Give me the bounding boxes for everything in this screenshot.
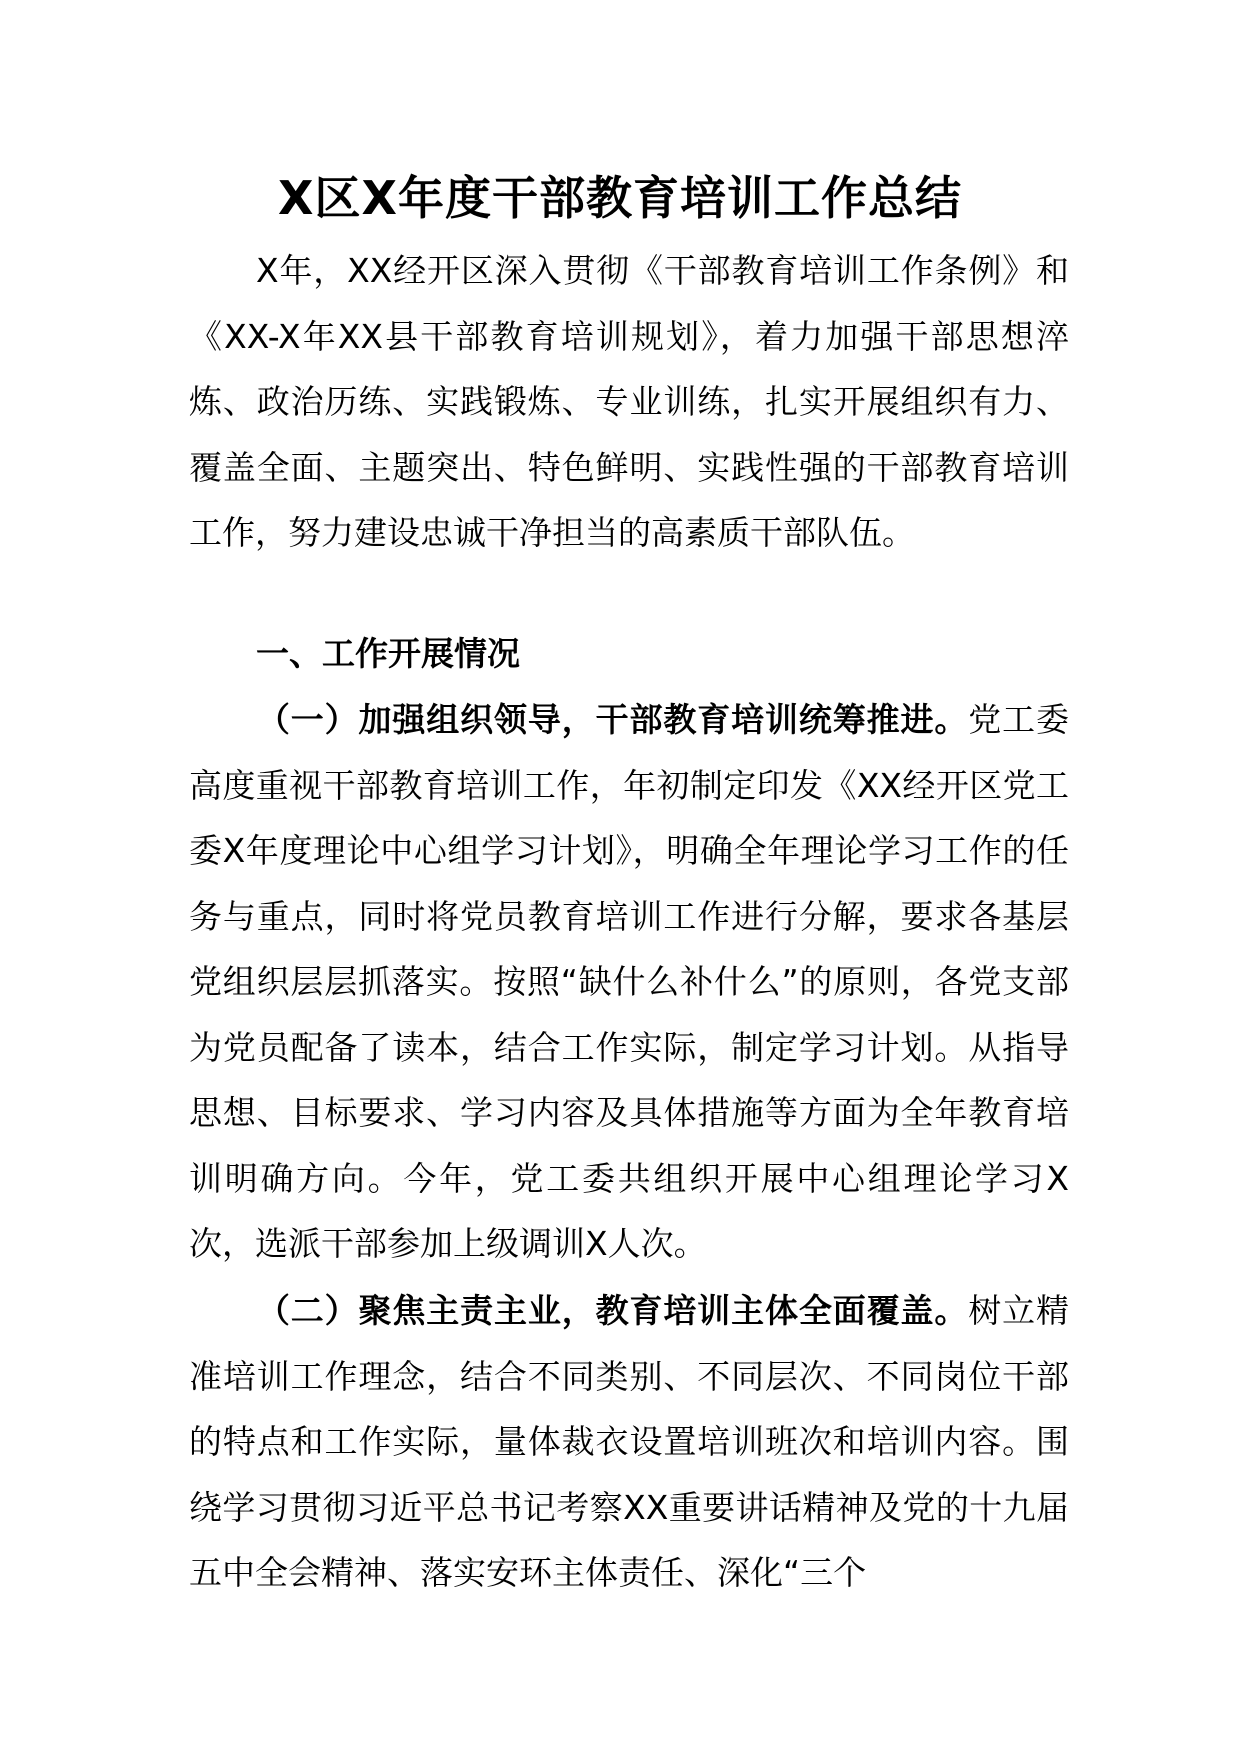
subsection-1-paragraph [189, 687, 1069, 1277]
subsection-2-text: 树立精准培训工作理念，结合不同类别、不同层次、不同岗位干部的特点和工作实际，量体裁衣设置培训班次和培训内容。围绕学习贯彻习近平总书记考察XX重要讲话精神及党的十九届五中全会精神、落实安环主体责任、深化“三个 [189, 1291, 1069, 1592]
subsection-1-heading: （一）加强组织领导，干部教育培训统筹推进。 [256, 700, 969, 739]
subsection-2-heading: （二）聚焦主责主业，教育培训主体全面覆盖。 [256, 1291, 969, 1330]
subsection-1-text: 党工委高度重视干部教育培训工作，年初制定印发《XX经开区党工委X年度理论中心组学习计划》，明确全年理论学习工作的任务与重点，同时将党员教育培训工作进行分解，要求各基层党组织层层抓落实。按照“缺什么补什么”的原则，各党支部为党员配备了读本，结合工作实际，制定学习计划。从指导思想、目标要求、学习内容及具体措施等方面为全年教育培训明确方向。今年，党工委共组织开展中心组理论学习X次，选派干部参加上级调训X人次。 [189, 700, 1069, 1263]
intro-paragraph [189, 238, 1069, 566]
section-heading-1: 一、工作开展情况 [256, 634, 520, 673]
subsection-2-paragraph [189, 1278, 1069, 1606]
document-title: X区X年度干部教育培训工作总结 [278, 171, 962, 225]
intro-text: X年，XX经开区深入贯彻《干部教育培训工作条例》和《XX-X年XX县干部教育培训规划》，着力加强干部思想淬炼、政治历练、实践锻炼、专业训练，扎实开展组织有力、覆盖全面、主题突出、特色鲜明、实践性强的干部教育培训工作，努力建设忠诚干净担当的高素质干部队伍。 [189, 251, 1069, 552]
